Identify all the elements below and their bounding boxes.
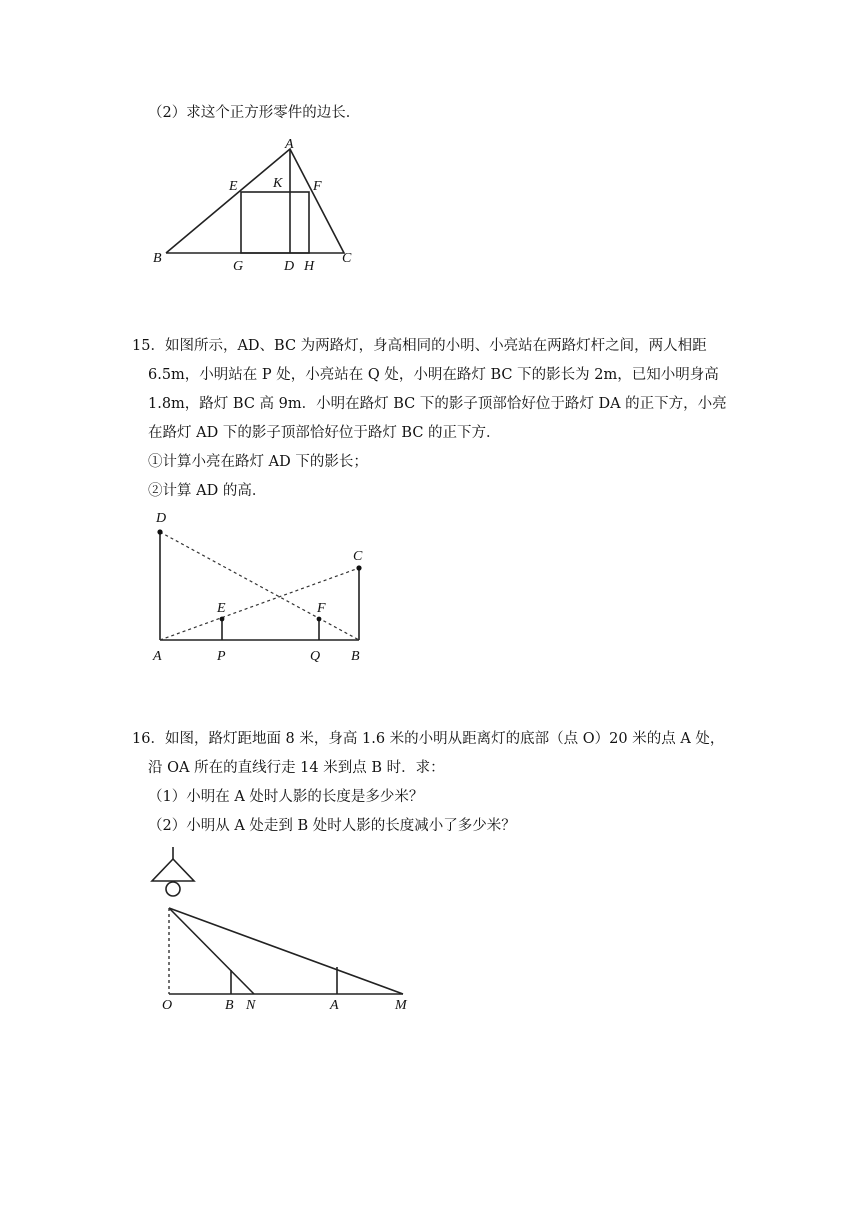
label-b: B [351, 649, 360, 664]
label-k: K [273, 176, 283, 191]
ray-to-n [169, 908, 254, 994]
question-16-line-2: 沿 OA 所在的直线行走 14 米到点 B 时．求： [148, 760, 445, 776]
question-15-line-2: 6.5m，小明站在 P 处，小亮站在 Q 处，小明在路灯 BC 下的影长为 2m，已知小明身高 [148, 367, 719, 383]
figure-14-square-in-triangle [140, 135, 380, 275]
label-c: C [342, 251, 352, 266]
label-m: M [395, 998, 407, 1013]
label-f: F [313, 179, 322, 194]
label-a: A [330, 998, 339, 1013]
head-e [220, 617, 225, 622]
question-15-line-4: 在路灯 AD 下的影子顶部恰好位于路灯 BC 的正下方． [148, 425, 501, 441]
figure-15-street-lights [148, 508, 378, 668]
square-efhg [241, 192, 309, 253]
label-c: C [353, 549, 363, 564]
label-o: O [162, 998, 173, 1013]
lamp-shade-icon [152, 859, 194, 881]
figure-16-lamp-shadow [145, 843, 425, 1018]
label-q: Q [310, 649, 321, 664]
label-e: E [217, 601, 226, 616]
question-15-item-2: ②计算 AD 的高． [148, 483, 267, 499]
label-b: B [153, 251, 162, 266]
ray-d-to-b [160, 532, 359, 640]
label-h: H [304, 259, 315, 274]
label-a: A [153, 649, 162, 664]
question-14-part-2: （2）求这个正方形零件的边长． [148, 105, 361, 121]
label-d: D [284, 259, 295, 274]
question-16-part-2: （2）小明从 A 处走到 B 处时人影的长度减小了多少米？ [148, 818, 516, 834]
question-15-item-1: ①计算小亮在路灯 AD 下的影长； [148, 454, 368, 470]
head-f [317, 617, 322, 622]
label-n: N [246, 998, 256, 1013]
triangle-abc [166, 149, 344, 253]
question-16-part-1: （1）小明在 A 处时人影的长度是多少米？ [148, 789, 424, 805]
label-g: G [233, 259, 244, 274]
ray-to-m [169, 908, 403, 994]
label-a: A [285, 137, 294, 152]
ray-a-to-c [160, 568, 359, 640]
lamp-d [157, 529, 162, 534]
question-15-line-3: 1.8m，路灯 BC 高 9m．小明在路灯 BC 下的影子顶部恰好位于路灯 DA 的正下方，小亮 [148, 396, 727, 412]
lamp-c [356, 565, 361, 570]
label-f: F [317, 601, 326, 616]
label-p: P [217, 649, 226, 664]
question-15-line-1: 15．如图所示，AD、BC 为两路灯，身高相同的小明、小亮站在两路灯杆之间，两人相距 [132, 338, 707, 354]
label-b: B [225, 998, 234, 1013]
lamp-bulb-icon [166, 882, 180, 896]
label-e: E [229, 179, 238, 194]
question-16-line-1: 16．如图，路灯距地面 8 米，身高 1.6 米的小明从距离灯的底部（点 O）20 米的点 A 处， [132, 731, 725, 747]
label-d: D [156, 511, 167, 526]
